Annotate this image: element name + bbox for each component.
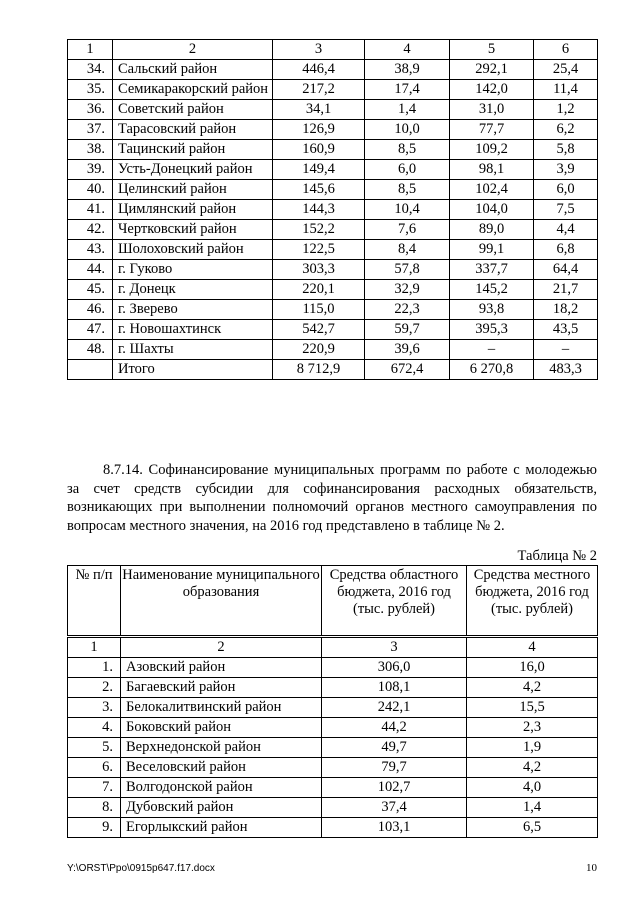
value-cell: 220,9 [273,340,365,360]
municipality-name: г. Гуково [113,260,273,280]
municipality-name: г. Донецк [113,280,273,300]
value-cell: 115,0 [273,300,365,320]
table-row [68,60,598,80]
table-row [68,140,598,160]
value-cell: 446,4 [273,60,365,80]
column-number: 1 [68,637,121,658]
table-header-row [68,566,598,637]
value-cell: – [534,340,598,360]
municipality-name: г. Шахты [113,340,273,360]
municipality-name: Советский район [113,100,273,120]
value-cell: 102,4 [450,180,534,200]
regional-budget-value: 103,1 [322,818,467,838]
section-paragraph: 8.7.14. Софинансирование муниципальных программ по работе с молодежью за счет средств субсидии для софинансирования расходных обязательств, возникающих при выполнении полномочий органов местного самоуправления по вопросам местного значения, на 2016 год представлено в таблице № 2. [67,462,597,534]
table-row [68,818,598,838]
value-cell: 160,9 [273,140,365,160]
value-cell: 672,4 [365,360,450,380]
table-row [68,280,598,300]
value-cell: 43,5 [534,320,598,340]
municipality-name: Веселовский район [121,758,322,778]
local-budget-value: 4,2 [467,678,598,698]
value-cell: 109,2 [450,140,534,160]
value-cell: 32,9 [365,280,450,300]
local-budget-value: 1,4 [467,798,598,818]
value-cell: 4,4 [534,220,598,240]
value-cell: 337,7 [450,260,534,280]
value-cell: 8,5 [365,140,450,160]
value-cell: 10,0 [365,120,450,140]
column-number: 2 [113,40,273,60]
value-cell: 1,4 [365,100,450,120]
value-cell: 93,8 [450,300,534,320]
value-cell: 483,3 [534,360,598,380]
value-cell: 292,1 [450,60,534,80]
table-row [68,260,598,280]
local-budget-value: 15,5 [467,698,598,718]
row-number: 44. [68,260,113,280]
value-cell: 99,1 [450,240,534,260]
municipality-name: Белокалитвинский район [121,698,322,718]
value-cell: 6,8 [534,240,598,260]
value-cell: 57,8 [365,260,450,280]
municipality-name: Целинский район [113,180,273,200]
header-municipality: Наименование муниципального образования [121,566,322,637]
regional-budget-value: 102,7 [322,778,467,798]
table-row [68,738,598,758]
value-cell: 7,6 [365,220,450,240]
local-budget-value: 6,5 [467,818,598,838]
value-cell: 126,9 [273,120,365,140]
municipality-name: Багаевский район [121,678,322,698]
row-number: 46. [68,300,113,320]
value-cell: 1,2 [534,100,598,120]
local-budget-value: 4,0 [467,778,598,798]
value-cell: 217,2 [273,80,365,100]
row-number: 35. [68,80,113,100]
value-cell: 17,4 [365,80,450,100]
row-number: 42. [68,220,113,240]
municipality-name: Итого [113,360,273,380]
table-row [68,360,598,380]
value-cell: 3,9 [534,160,598,180]
table-row [68,778,598,798]
value-cell: 89,0 [450,220,534,240]
value-cell: 10,4 [365,200,450,220]
municipality-name: Егорлыкский район [121,818,322,838]
regional-budget-value: 49,7 [322,738,467,758]
table-caption: Таблица № 2 [517,548,597,564]
row-number: 6. [68,758,121,778]
column-number: 4 [365,40,450,60]
value-cell: 6,2 [534,120,598,140]
value-cell: 145,2 [450,280,534,300]
local-budget-value: 4,2 [467,758,598,778]
value-cell: 39,6 [365,340,450,360]
table-row [68,240,598,260]
value-cell: 104,0 [450,200,534,220]
table-row [68,678,598,698]
value-cell: 64,4 [534,260,598,280]
value-cell: 144,3 [273,200,365,220]
column-number: 4 [467,637,598,658]
municipality-name: Боковский район [121,718,322,738]
column-number-row [68,637,598,658]
value-cell: 6,0 [534,180,598,200]
table-row [68,100,598,120]
column-number-row [68,40,598,60]
municipality-name: Тацинский район [113,140,273,160]
column-number: 6 [534,40,598,60]
value-cell: 542,7 [273,320,365,340]
footer-file-path: Y:\ORST\Ppo\0915p647.f17.docx [67,863,215,874]
row-number: 8. [68,798,121,818]
municipality-name: Верхнедонской район [121,738,322,758]
municipality-name: Тарасовский район [113,120,273,140]
municipality-name: Азовский район [121,658,322,678]
column-number: 3 [273,40,365,60]
value-cell: 98,1 [450,160,534,180]
row-number: 37. [68,120,113,140]
value-cell: 77,7 [450,120,534,140]
municipality-name: Цимлянский район [113,200,273,220]
value-cell: 8,4 [365,240,450,260]
regional-budget-value: 37,4 [322,798,467,818]
row-number: 43. [68,240,113,260]
header-regional-budget: Средства областного бюджета, 2016 год (тыс. рублей) [322,566,467,637]
regional-budget-value: 108,1 [322,678,467,698]
municipality-name: Волгодонской район [121,778,322,798]
value-cell: 145,6 [273,180,365,200]
municipality-name: Дубовский район [121,798,322,818]
table-row [68,180,598,200]
value-cell: 6 270,8 [450,360,534,380]
table-row [68,320,598,340]
value-cell: 11,4 [534,80,598,100]
table-row [68,200,598,220]
column-number: 1 [68,40,113,60]
table-row [68,798,598,818]
value-cell: 8 712,9 [273,360,365,380]
row-number: 38. [68,140,113,160]
value-cell: 38,9 [365,60,450,80]
local-budget-value: 2,3 [467,718,598,738]
row-number: 5. [68,738,121,758]
cofinancing-table-body [68,566,598,838]
value-cell: 31,0 [450,100,534,120]
municipality-name: Сальский район [113,60,273,80]
value-cell: 122,5 [273,240,365,260]
table-row [68,120,598,140]
column-number: 3 [322,637,467,658]
value-cell: 5,8 [534,140,598,160]
value-cell: 6,0 [365,160,450,180]
row-number: 41. [68,200,113,220]
row-number: 9. [68,818,121,838]
row-number [68,360,113,380]
table-row [68,718,598,738]
table-row [68,160,598,180]
row-number: 4. [68,718,121,738]
value-cell: 59,7 [365,320,450,340]
row-number: 2. [68,678,121,698]
value-cell: 303,3 [273,260,365,280]
row-number: 7. [68,778,121,798]
row-number: 48. [68,340,113,360]
table-row [68,80,598,100]
row-number: 3. [68,698,121,718]
row-number: 45. [68,280,113,300]
column-number: 2 [121,637,322,658]
value-cell: 21,7 [534,280,598,300]
local-budget-value: 1,9 [467,738,598,758]
municipality-name: Чертковский район [113,220,273,240]
header-local-budget: Средства местного бюджета, 2016 год (тыс. рублей) [467,566,598,637]
table-row [68,758,598,778]
row-number: 36. [68,100,113,120]
header-number: № п/п [68,566,121,637]
table-row [68,698,598,718]
value-cell: 152,2 [273,220,365,240]
table-row [68,658,598,678]
subsidy-table-body [68,40,598,380]
value-cell: 18,2 [534,300,598,320]
cofinancing-table [67,565,598,838]
table-row [68,340,598,360]
local-budget-value: 16,0 [467,658,598,678]
regional-budget-value: 306,0 [322,658,467,678]
regional-budget-value: 79,7 [322,758,467,778]
value-cell: 25,4 [534,60,598,80]
table-row [68,220,598,240]
row-number: 1. [68,658,121,678]
row-number: 47. [68,320,113,340]
column-number: 5 [450,40,534,60]
value-cell: 22,3 [365,300,450,320]
value-cell: 149,4 [273,160,365,180]
value-cell: 220,1 [273,280,365,300]
value-cell: 395,3 [450,320,534,340]
table-row [68,300,598,320]
row-number: 40. [68,180,113,200]
value-cell: 142,0 [450,80,534,100]
municipality-name: г. Зверево [113,300,273,320]
row-number: 39. [68,160,113,180]
subsidy-table-continued [67,39,598,380]
value-cell: 34,1 [273,100,365,120]
row-number: 34. [68,60,113,80]
value-cell: – [450,340,534,360]
municipality-name: г. Новошахтинск [113,320,273,340]
value-cell: 7,5 [534,200,598,220]
municipality-name: Семикаракорский район [113,80,273,100]
regional-budget-value: 44,2 [322,718,467,738]
value-cell: 8,5 [365,180,450,200]
municipality-name: Шолоховский район [113,240,273,260]
regional-budget-value: 242,1 [322,698,467,718]
page-number: 10 [586,862,597,874]
municipality-name: Усть-Донецкий район [113,160,273,180]
